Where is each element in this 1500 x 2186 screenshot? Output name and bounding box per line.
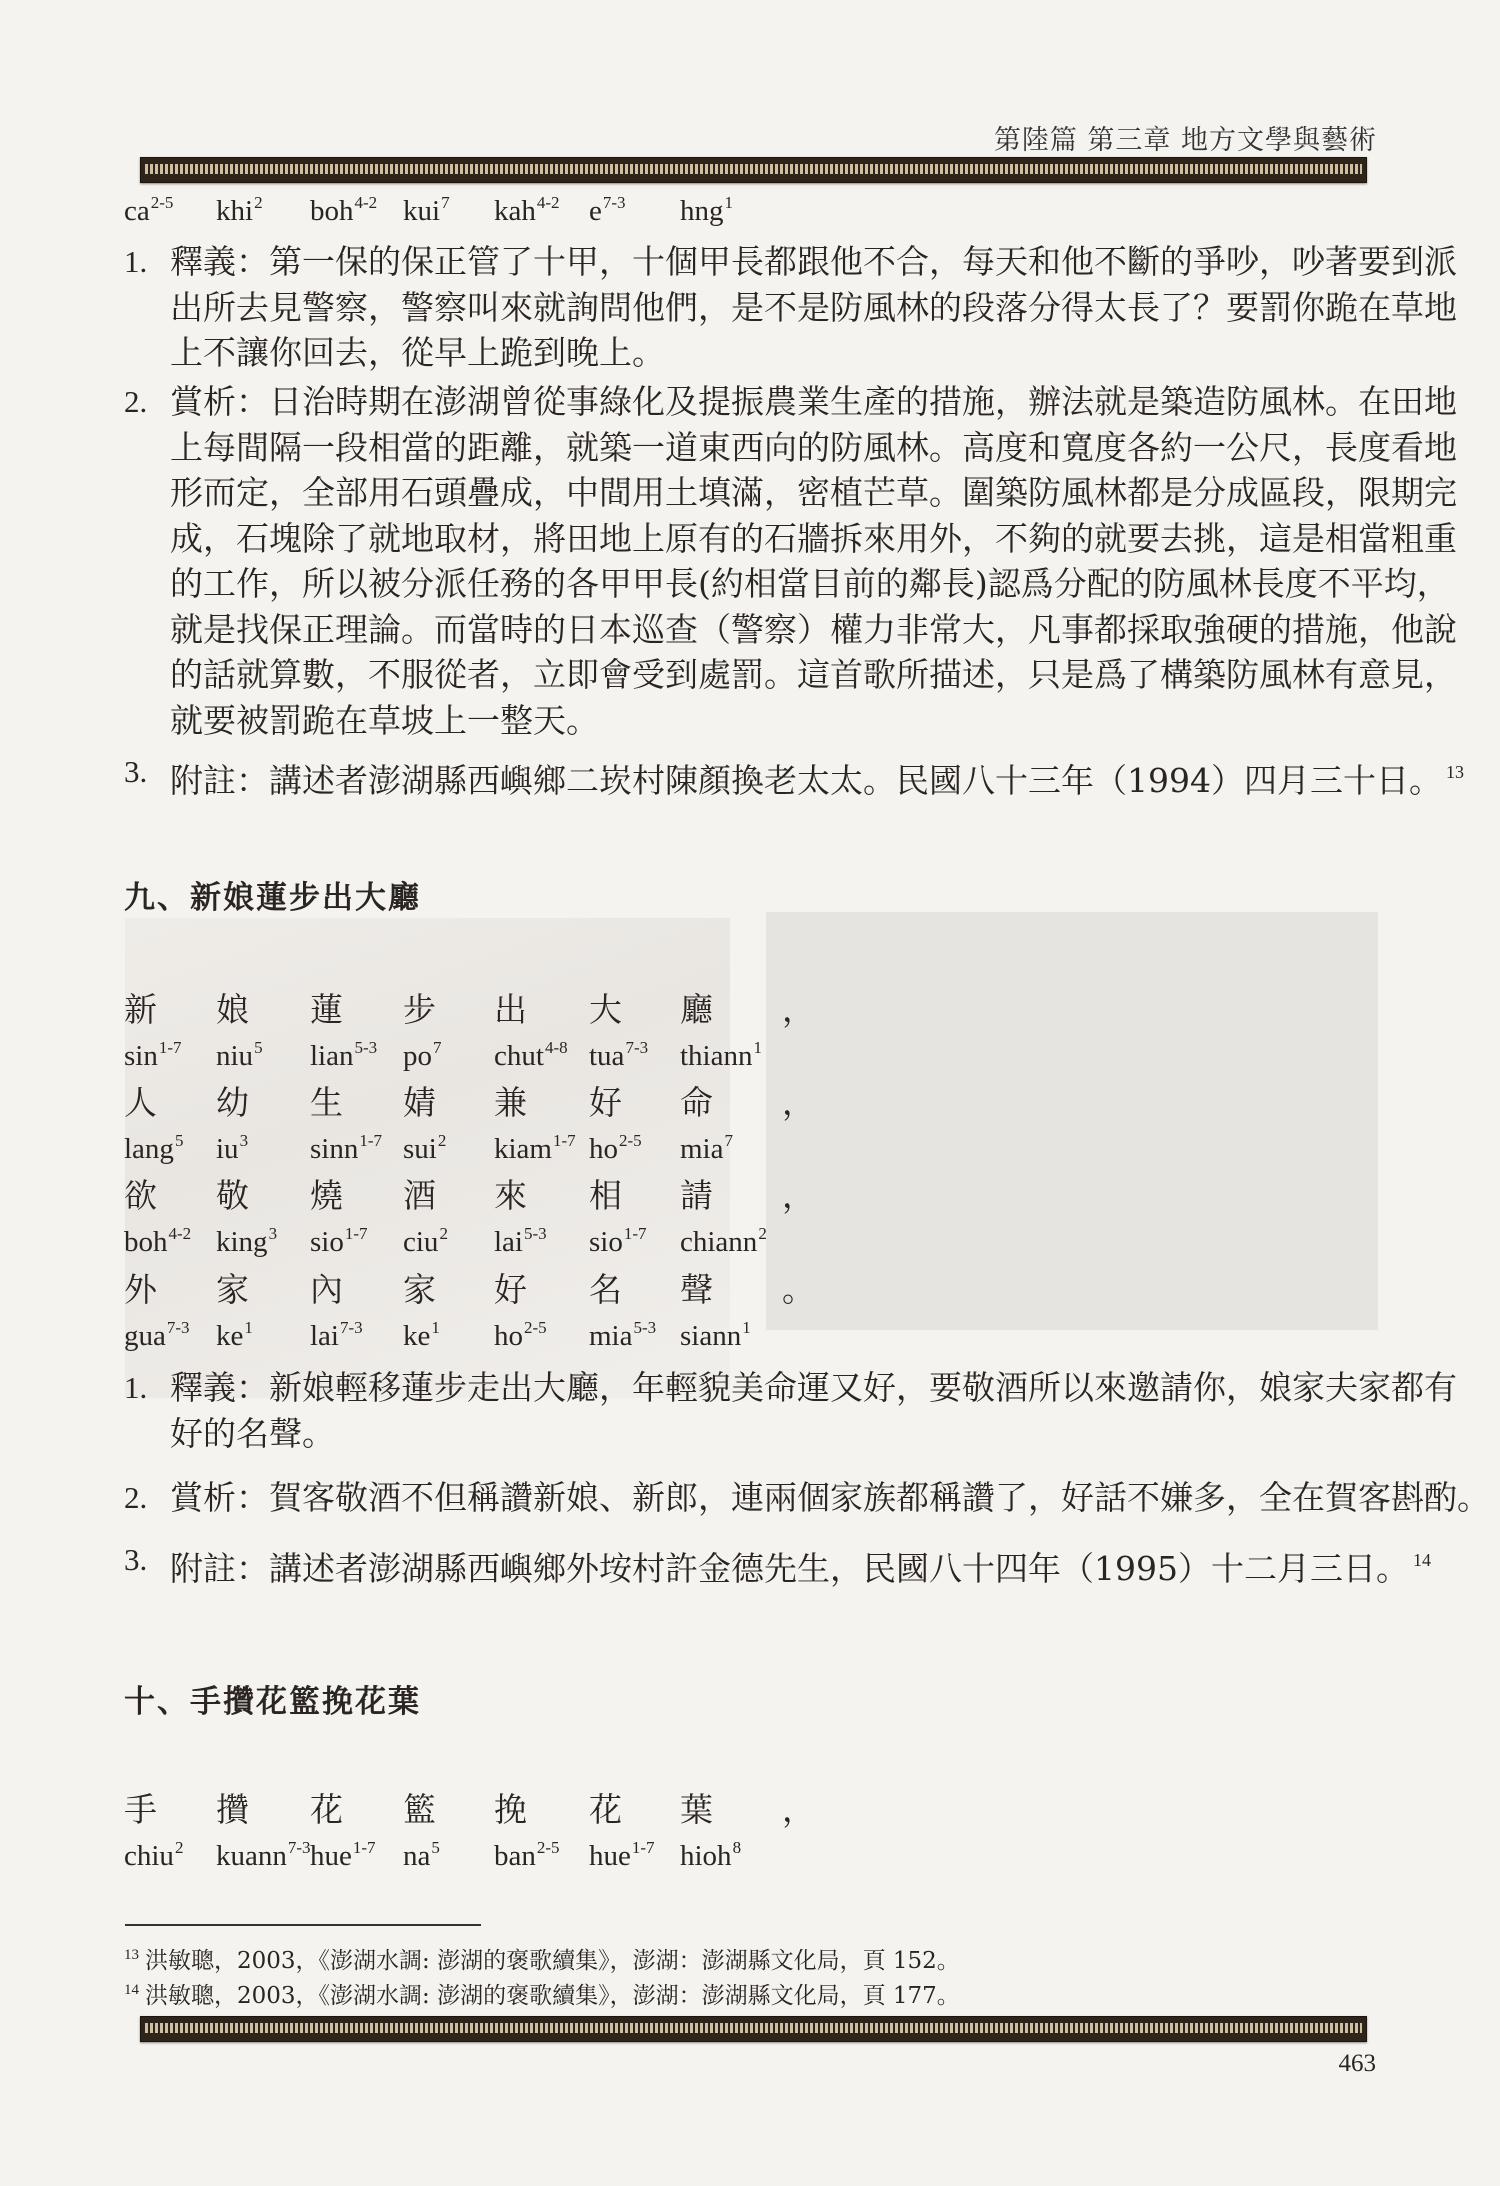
- syllable: lang: [124, 1133, 174, 1165]
- tone-number: 2: [758, 1224, 767, 1243]
- tone-number: 2-5: [150, 193, 174, 212]
- note-text: 就要被罰跪在草坡上一整天。: [170, 700, 599, 740]
- verse-punct: ，: [782, 990, 815, 1029]
- romanization-token: [310, 1131, 382, 1166]
- tone-number: 3: [268, 1224, 278, 1243]
- romanization-token: [124, 193, 173, 228]
- syllable: niu: [216, 1040, 254, 1072]
- romanization-token: [124, 1838, 183, 1873]
- syllable: ho: [589, 1133, 618, 1165]
- syllable: ca: [124, 195, 150, 227]
- syllable: king: [216, 1226, 268, 1258]
- verse-char: 出: [494, 990, 527, 1029]
- verse-char: 大: [589, 990, 622, 1029]
- romanization-token: [310, 1838, 376, 1873]
- tone-number: 7: [441, 193, 450, 212]
- romanization-token: [589, 1038, 648, 1073]
- footnote: [124, 1977, 960, 2010]
- top-ornamental-border: [140, 157, 1367, 183]
- romanization-token: [403, 193, 450, 228]
- footnote-ref: 14: [1412, 1550, 1431, 1570]
- note-text: 上不讓你回去，從早上跪到晚上。: [170, 333, 665, 372]
- verse-char: 葉: [680, 1790, 713, 1829]
- tone-number: 7-3: [602, 193, 626, 212]
- note-line: [170, 287, 1457, 328]
- syllable: khi: [216, 195, 254, 227]
- note-line: [170, 1540, 1431, 1589]
- note-text: 的工作，所以被分派任務的各甲甲長(約相當目前的鄰長)認爲分配的防風林長度不平均，: [170, 564, 1450, 603]
- note-text: 賞析：日治時期在澎湖曾從事綠化及提振農業生產的措施，辦法就是築造防風林。在田地: [170, 382, 1457, 421]
- note-text: 附註：講述者澎湖縣西嶼鄉外垵村許金德先生，民國八十四年（1995）十二月三日。: [170, 1549, 1409, 1588]
- verse-char: 聲: [680, 1270, 713, 1309]
- syllable: iu: [216, 1133, 239, 1165]
- romanization-token: [494, 1318, 547, 1353]
- note-line: [170, 242, 1457, 282]
- tone-number: 1-7: [623, 1224, 647, 1243]
- romanization-token: [216, 193, 263, 228]
- verse-char: 籃: [403, 1790, 436, 1829]
- tone-number: 5: [431, 1838, 440, 1857]
- romanization-token: [216, 1038, 263, 1073]
- note-number: 2.: [124, 1480, 148, 1515]
- syllable: mia: [680, 1133, 724, 1165]
- note-text: 出所去見警察，警察叫來就詢問他們，是不是防風林的段落分得太長了？要罰你跪在草地: [170, 287, 1457, 327]
- syllable: gua: [124, 1320, 166, 1352]
- romanization-token: [310, 193, 377, 228]
- tone-number: 2: [437, 1131, 447, 1150]
- syllable: chiu: [124, 1840, 174, 1872]
- syllable: kah: [494, 195, 536, 227]
- romanization-token: [216, 1131, 248, 1166]
- romanization-token: [403, 1224, 448, 1259]
- syllable: sio: [589, 1226, 623, 1258]
- romanization-token: [589, 1131, 642, 1166]
- verse-char: 幼: [216, 1083, 249, 1122]
- syllable: na: [403, 1840, 431, 1872]
- syllable: lai: [494, 1226, 523, 1258]
- note-line: [170, 1368, 1457, 1408]
- syllable: thiann: [680, 1040, 753, 1072]
- note-number: 3.: [124, 754, 148, 789]
- syllable: hioh: [680, 1840, 732, 1872]
- tone-number: 2-5: [619, 1131, 642, 1150]
- note-line: [170, 655, 1457, 695]
- syllable: sinn: [310, 1133, 359, 1165]
- syllable: kuann: [216, 1840, 287, 1872]
- note-number: 2.: [124, 384, 148, 419]
- tone-number: 5: [174, 1131, 184, 1150]
- syllable: chut: [494, 1040, 544, 1072]
- syllable: hue: [589, 1840, 631, 1872]
- verse-punct: ，: [782, 1176, 815, 1215]
- romanization-token: [494, 1038, 568, 1073]
- note-line: [170, 382, 1457, 422]
- verse-char: 人: [124, 1083, 157, 1122]
- romanization-token: [589, 193, 626, 228]
- verse-char: 燒: [310, 1176, 343, 1215]
- note-line: [170, 1478, 1490, 1518]
- faint-photo-right: [766, 912, 1378, 1330]
- verse-char: 娘: [216, 990, 249, 1029]
- syllable: boh: [124, 1226, 168, 1258]
- romanization-token: [589, 1224, 647, 1259]
- note-text: 附註：講述者澎湖縣西嶼鄉二崁村陳顏換老太太。民國八十三年（1994）四月三十日。: [170, 761, 1442, 800]
- romanization-token: [680, 1038, 762, 1073]
- verse-punct: ，: [782, 1083, 815, 1122]
- verse-char: 請: [680, 1176, 713, 1215]
- syllable: hue: [310, 1840, 352, 1872]
- note-line: [170, 1414, 1377, 1454]
- tone-number: 7-3: [166, 1318, 190, 1337]
- tone-number: 7-3: [340, 1318, 363, 1337]
- tone-number: 1-7: [359, 1131, 383, 1150]
- tone-number: 7-3: [287, 1838, 311, 1857]
- tone-number: 7: [433, 1038, 442, 1057]
- tone-number: 2-5: [536, 1838, 560, 1857]
- verse-char: 生: [310, 1083, 343, 1122]
- syllable: e: [589, 195, 602, 227]
- tone-number: 1-7: [553, 1131, 576, 1150]
- note-text: 賞析：賀客敬酒不但稱讚新娘、新郎，連兩個家族都稱讚了，好話不嫌多，全在賀客斟酌。: [170, 1478, 1490, 1517]
- tone-number: 2: [174, 1838, 184, 1857]
- syllable: ho: [494, 1320, 523, 1352]
- tone-number: 1-7: [352, 1838, 376, 1857]
- tone-number: 5: [254, 1038, 263, 1057]
- tone-number: 2: [439, 1224, 448, 1243]
- verse-char: 新: [124, 990, 157, 1029]
- note-text: 好的名聲。: [170, 1413, 335, 1453]
- verse-char: 欲: [124, 1176, 157, 1215]
- verse-punct: 。: [782, 1270, 815, 1309]
- tone-number: 4-2: [168, 1224, 192, 1243]
- note-text: 形而定，全部用石頭疊成，中間用土填滿，密植芒草。圍築防風林都是分成區段，限期完: [170, 473, 1457, 512]
- footnote-divider: [125, 1924, 481, 1926]
- note-line: [170, 609, 1457, 650]
- tone-number: 1-7: [158, 1038, 182, 1057]
- footnote: [124, 1942, 960, 1975]
- syllable: po: [403, 1040, 432, 1072]
- verse-char: 攢: [216, 1790, 249, 1829]
- romanization-token: [589, 1318, 656, 1353]
- romanization-token: [494, 1131, 576, 1166]
- verse-char: 兼: [494, 1083, 527, 1122]
- tone-number: 5-3: [524, 1224, 547, 1243]
- romanization-token: [403, 1838, 440, 1873]
- verse-char: 手: [124, 1790, 157, 1829]
- section-heading: 十、手攢花籃挽花葉: [124, 1684, 421, 1720]
- tone-number: 1: [244, 1318, 253, 1337]
- romanization-token: [494, 1224, 547, 1259]
- tone-number: 5-3: [633, 1318, 657, 1337]
- syllable: ke: [216, 1320, 244, 1352]
- romanization-token: [403, 1131, 446, 1166]
- syllable: ke: [403, 1320, 431, 1352]
- verse-char: 酒: [403, 1176, 436, 1215]
- romanization-token: [403, 1038, 442, 1073]
- running-header: 第陸篇 第三章 地方文學與藝術: [993, 125, 1377, 156]
- verse-char: 相: [589, 1176, 622, 1215]
- romanization-token: [403, 1318, 440, 1353]
- verse-char: 步: [403, 990, 436, 1029]
- syllable: kiam: [494, 1133, 552, 1165]
- syllable: sio: [310, 1226, 344, 1258]
- verse-char: 家: [403, 1270, 436, 1309]
- verse-char: 名: [589, 1270, 622, 1309]
- tone-number: 4-2: [354, 193, 378, 212]
- syllable: ciu: [403, 1226, 439, 1258]
- romanization-token: [310, 1318, 363, 1353]
- romanization-token: [216, 1838, 311, 1873]
- verse-char: 好: [589, 1083, 622, 1122]
- tone-number: 1: [724, 193, 733, 212]
- note-text: 就是找保正理論。而當時的日本巡查（警察）權力非常大，凡事都採取強硬的措施，他說: [170, 609, 1457, 649]
- verse-char: 花: [310, 1790, 343, 1829]
- tone-number: 3: [239, 1131, 249, 1150]
- syllable: siann: [680, 1320, 742, 1352]
- syllable: mia: [589, 1320, 633, 1352]
- note-text: 釋義：新娘輕移蓮步走出大廳，年輕貌美命運又好，要敬酒所以來邀請你，娘家夫家都有: [170, 1368, 1457, 1407]
- verse-char: 好: [494, 1270, 527, 1309]
- romanization-token: [680, 1318, 751, 1353]
- syllable: chiann: [680, 1226, 758, 1258]
- tone-number: 7-3: [625, 1038, 649, 1057]
- verse-char: 挽: [494, 1790, 527, 1829]
- note-line: [170, 752, 1464, 801]
- note-line: [170, 701, 1377, 741]
- tone-number: 8: [732, 1838, 742, 1857]
- romanization-token: [680, 193, 733, 228]
- verse-char: 家: [216, 1270, 249, 1309]
- note-text: 上每間隔一段相當的距離，就築一道東西向的防風林。高度和寬度各約一公尺，長度看地: [170, 427, 1457, 467]
- romanization-token: [494, 1838, 560, 1873]
- note-line: [170, 564, 1450, 604]
- footnote-ref: 13: [1445, 762, 1464, 782]
- verse-char: 敬: [216, 1176, 249, 1215]
- verse-char: 花: [589, 1790, 622, 1829]
- romanization-token: [124, 1038, 182, 1073]
- syllable: boh: [310, 195, 354, 227]
- note-number: 1.: [124, 1370, 148, 1405]
- note-line: [170, 427, 1457, 468]
- footnote-number: 13: [124, 1947, 139, 1963]
- tone-number: 2-5: [524, 1318, 547, 1337]
- tone-number: 4-8: [544, 1038, 568, 1057]
- note-number: 3.: [124, 1542, 148, 1577]
- verse-char: 來: [494, 1176, 527, 1215]
- footnote-text: 洪敏聰，2003，《澎湖水調: 澎湖的褒歌續集》，澎湖：澎湖縣文化局，頁 177。: [145, 1983, 960, 2009]
- syllable: kui: [403, 195, 441, 227]
- note-text: 成，石塊除了就地取材，將田地上原有的石牆拆來用外，不夠的就要去挑，這是相當粗重: [170, 518, 1457, 558]
- tone-number: 1: [742, 1318, 751, 1337]
- verse-punct: ，: [782, 1790, 815, 1829]
- romanization-token: [589, 1838, 655, 1873]
- romanization-token: [680, 1838, 741, 1873]
- verse-char: 內: [310, 1270, 343, 1309]
- syllable: lai: [310, 1320, 339, 1352]
- note-text: 的話就算數，不服從者，立即會受到處罰。這首歌所描述，只是爲了構築防風林有意見，: [170, 655, 1457, 694]
- romanization-token: [124, 1131, 183, 1166]
- tone-number: 1: [431, 1318, 440, 1337]
- page-number: 463: [1338, 2050, 1376, 2077]
- tone-number: 4-2: [536, 193, 560, 212]
- note-line: [170, 333, 1377, 373]
- verse-char: 外: [124, 1270, 157, 1309]
- syllable: tua: [589, 1040, 625, 1072]
- syllable: sin: [124, 1040, 158, 1072]
- note-number: 1.: [124, 244, 148, 279]
- syllable: sui: [403, 1133, 437, 1165]
- syllable: ban: [494, 1840, 536, 1872]
- tone-number: 2: [254, 193, 263, 212]
- tone-number: 1-7: [631, 1838, 655, 1857]
- romanization-token: [124, 1224, 191, 1259]
- verse-char: 廳: [680, 990, 713, 1029]
- romanization-token: [124, 1318, 190, 1353]
- verse-char: 婧: [403, 1083, 436, 1122]
- romanization-token: [310, 1038, 377, 1073]
- romanization-token: [310, 1224, 368, 1259]
- tone-number: 7: [724, 1131, 733, 1150]
- verse-char: 命: [680, 1083, 713, 1122]
- romanization-token: [680, 1131, 733, 1166]
- syllable: lian: [310, 1040, 354, 1072]
- romanization-token: [680, 1224, 767, 1259]
- note-line: [170, 473, 1457, 513]
- tone-number: 5-3: [354, 1038, 378, 1057]
- syllable: hng: [680, 195, 724, 227]
- tone-number: 1-7: [344, 1224, 368, 1243]
- section-heading: 九、新娘蓮步出大廳: [124, 880, 421, 916]
- note-text: 釋義：第一保的保正管了十甲，十個甲長都跟他不合，每天和他不斷的爭吵，吵著要到派: [170, 242, 1457, 281]
- romanization-token: [494, 193, 560, 228]
- note-line: [170, 518, 1457, 559]
- romanization-token: [216, 1318, 253, 1353]
- footnote-text: 洪敏聰，2003，《澎湖水調: 澎湖的褒歌續集》，澎湖：澎湖縣文化局，頁 152。: [145, 1948, 960, 1974]
- bottom-ornamental-border: [140, 2016, 1367, 2042]
- romanization-token: [216, 1224, 277, 1259]
- tone-number: 1: [753, 1038, 762, 1057]
- verse-char: 蓮: [310, 990, 343, 1029]
- footnote-number: 14: [124, 1982, 139, 1998]
